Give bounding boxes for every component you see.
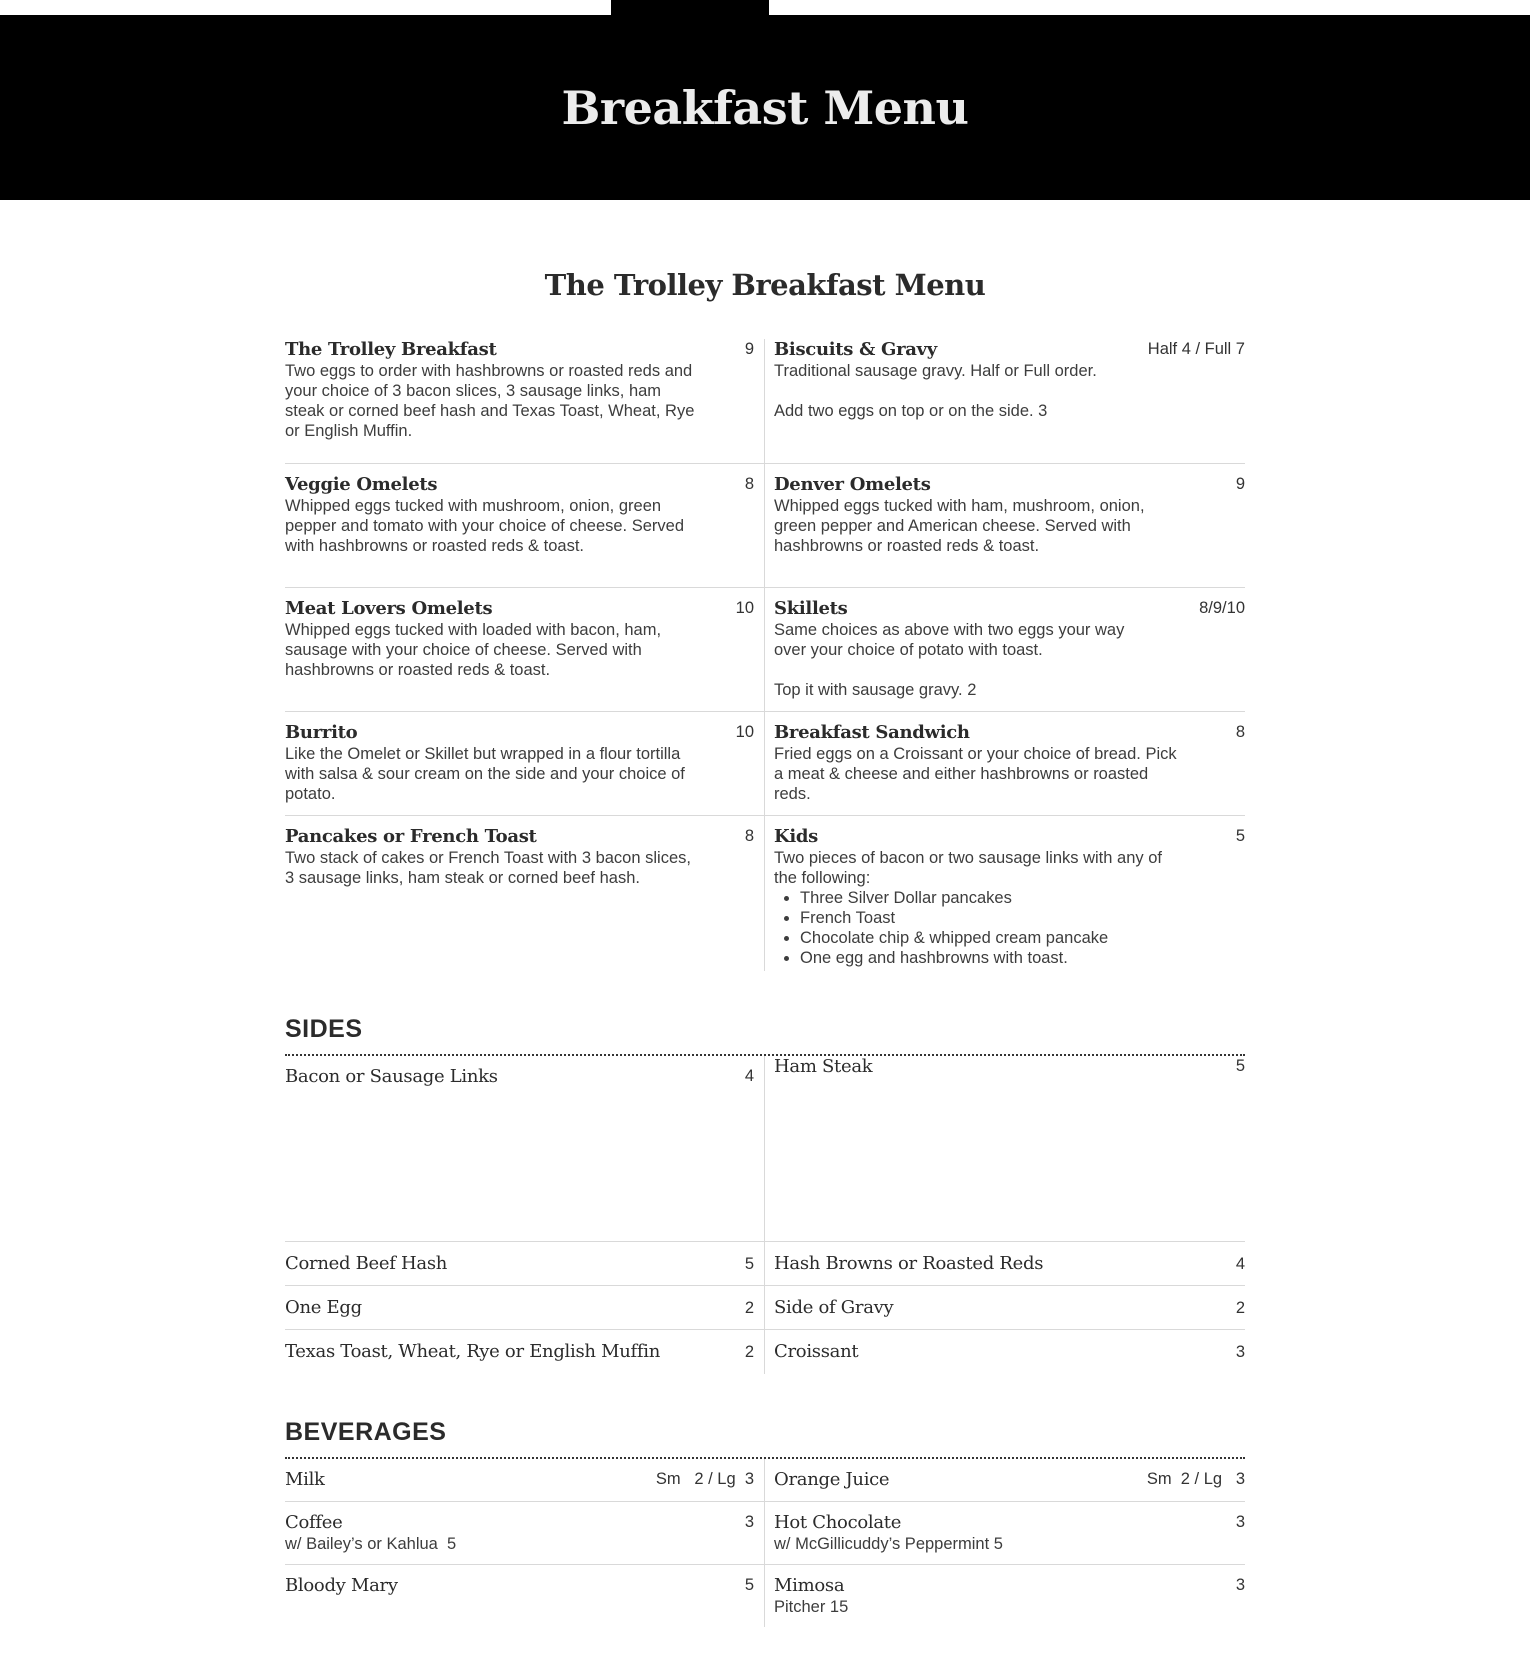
main-menu-grid <box>285 339 1245 971</box>
menu-item-name: Burrito <box>285 722 358 743</box>
beverages-right-column <box>765 1459 1245 1627</box>
menu-item <box>285 588 764 712</box>
side-item-name: Side of Gravy <box>774 1296 894 1318</box>
menu-item-name: Biscuits & Gravy <box>774 339 937 360</box>
list-item: • One egg and hashbrowns with toast. <box>800 948 1186 968</box>
menu-item-name: Breakfast Sandwich <box>774 722 970 743</box>
side-item-price: 2 <box>744 1343 754 1361</box>
menu-item-price: Half 4 / Full 7 <box>1147 340 1245 358</box>
menu-item-extra: Top it with sausage gravy. 2 <box>774 681 977 699</box>
menu-item <box>765 339 1245 464</box>
side-item <box>765 1330 1245 1374</box>
menu-item-description-text: Two pieces of bacon or two sausage links with any of the following: <box>774 849 1162 887</box>
menu-item-name: Meat Lovers Omelets <box>285 598 493 619</box>
menu-item <box>285 339 764 464</box>
side-item-name: Croissant <box>774 1341 859 1362</box>
side-item <box>765 1242 1245 1286</box>
side-item-price: 4 <box>1235 1254 1245 1273</box>
beverage-item <box>285 1502 764 1565</box>
menu-item <box>765 464 1245 588</box>
side-item-name: Hash Browns or Roasted Reds <box>774 1252 1044 1274</box>
menu-item <box>765 712 1245 816</box>
beverage-price: 5 <box>744 1576 754 1594</box>
list-item: • Chocolate chip & whipped cream pancake <box>800 928 1186 948</box>
beverage-subtext: Pitcher 15 <box>774 1598 849 1616</box>
side-item <box>285 1056 764 1242</box>
beverage-name: Mimosa <box>774 1575 845 1596</box>
side-item-price: 3 <box>1235 1343 1245 1361</box>
menu-title: The Trolley Breakfast Menu <box>544 268 986 302</box>
beverages-heading: BEVERAGES <box>285 1418 1245 1459</box>
beverage-price: 3 <box>744 1513 754 1531</box>
top-tab-decoration <box>611 0 769 16</box>
menu-item-price: 8 <box>744 475 754 493</box>
beverages-grid <box>285 1459 1245 1627</box>
side-item <box>285 1286 764 1330</box>
side-item <box>285 1242 764 1286</box>
side-item-price: 5 <box>1235 1057 1245 1075</box>
beverage-price: 3 <box>1235 1576 1245 1594</box>
menu-item-description: Whipped eggs tucked with loaded with bacon, ham, sausage with your choice of cheese. Served with hashbrowns or roasted reds & toast. <box>285 621 662 679</box>
beverage-item <box>285 1565 764 1607</box>
menu-item-description: Same choices as above with two eggs your way over your choice of potato with toast. <box>774 621 1125 659</box>
beverage-item <box>765 1502 1245 1565</box>
menu-item-description: Two eggs to order with hashbrowns or roasted reds and your choice of 3 bacon slices, 3 sausage links, ham steak or corned beef hash and Texas Toast, Wheat, Rye or English Muffin. <box>285 362 695 440</box>
beverage-subtext: w/ McGillicuddy’s Peppermint 5 <box>774 1535 1003 1553</box>
beverage-name: Orange Juice <box>774 1469 890 1490</box>
menu-item-price: 9 <box>1235 475 1245 493</box>
beverage-item <box>765 1565 1245 1627</box>
menu-item-description <box>774 848 1186 968</box>
side-item-name: Corned Beef Hash <box>285 1252 448 1274</box>
kids-options-list <box>800 888 1186 968</box>
menu-item-description: Traditional sausage gravy. Half or Full order. <box>774 362 1097 380</box>
beverage-price: Sm 2 / Lg 3 <box>655 1470 754 1488</box>
menu-item-price: 9 <box>744 340 754 358</box>
menu-item-name: Veggie Omelets <box>285 474 438 495</box>
side-item-name: One Egg <box>285 1296 362 1318</box>
menu-item-name: Denver Omelets <box>774 474 931 495</box>
beverage-item <box>765 1459 1245 1502</box>
sides-heading: SIDES <box>285 1015 1245 1056</box>
banner-title: Breakfast Menu <box>561 80 969 135</box>
beverage-subtext: w/ Bailey’s or Kahlua 5 <box>285 1535 457 1553</box>
side-item-name: Ham Steak <box>774 1056 873 1077</box>
side-item-name: Texas Toast, Wheat, Rye or English Muffin <box>285 1341 661 1362</box>
list-item: • French Toast <box>800 908 1186 928</box>
list-item: • Three Silver Dollar pancakes <box>800 888 1186 908</box>
menu-item-name: Kids <box>774 826 819 847</box>
beverage-name: Coffee <box>285 1512 343 1533</box>
side-item-price: 5 <box>744 1254 754 1273</box>
main-menu-right-column <box>765 339 1245 971</box>
side-item-price: 4 <box>744 1067 754 1085</box>
menu-item-description: Two stack of cakes or French Toast with 3 bacon slices, 3 sausage links, ham steak or corned beef hash. <box>285 849 691 887</box>
side-item <box>765 1056 1245 1242</box>
side-item <box>285 1330 764 1374</box>
side-item-price: 2 <box>1235 1298 1245 1317</box>
menu-item-price: 10 <box>735 723 754 741</box>
sides-grid <box>285 1056 1245 1374</box>
menu-item-description: Like the Omelet or Skillet but wrapped in a flour tortilla with salsa & sour cream on the side and your choice of potato. <box>285 745 685 803</box>
menu-item-description: Whipped eggs tucked with mushroom, onion, green pepper and tomato with your choice of cheese. Served with hashbrowns or roasted reds & toast. <box>285 497 684 555</box>
menu-item-price: 8 <box>744 827 754 845</box>
menu-item-name: The Trolley Breakfast <box>285 339 497 360</box>
menu-item <box>765 588 1245 712</box>
beverage-price: Sm 2 / Lg 3 <box>1146 1470 1245 1488</box>
menu-item-price: 8/9/10 <box>1199 599 1245 617</box>
menu-item-description: Whipped eggs tucked with ham, mushroom, onion, green pepper and American cheese. Served with hashbrowns or roasted reds & toast. <box>774 497 1145 555</box>
beverage-name: Milk <box>285 1469 325 1490</box>
menu-item-name: Skillets <box>774 598 848 619</box>
main-menu-left-column <box>285 339 765 971</box>
menu-item-price: 10 <box>735 599 754 617</box>
beverage-name: Bloody Mary <box>285 1575 398 1596</box>
sides-left-column <box>285 1056 765 1374</box>
beverage-item <box>285 1459 764 1502</box>
banner <box>0 15 1530 200</box>
menu-item <box>285 464 764 588</box>
menu-item <box>285 712 764 816</box>
sides-right-column <box>765 1056 1245 1374</box>
menu-item <box>765 816 1245 971</box>
menu-item-name: Pancakes or French Toast <box>285 826 537 847</box>
beverages-left-column <box>285 1459 765 1627</box>
menu-content <box>285 255 1245 1627</box>
menu-item-price: 5 <box>1235 827 1245 845</box>
beverage-name: Hot Chocolate <box>774 1512 902 1533</box>
menu-item <box>285 816 764 971</box>
menu-item-price: 8 <box>1235 723 1245 741</box>
menu-item-extra: Add two eggs on top or on the side. 3 <box>774 402 1048 420</box>
menu-item-description: Fried eggs on a Croissant or your choice of bread. Pick a meat & cheese and either hashbrowns or roasted reds. <box>774 745 1177 803</box>
side-item-price: 2 <box>744 1298 754 1317</box>
beverage-price: 3 <box>1235 1513 1245 1531</box>
side-item-name: Bacon or Sausage Links <box>285 1066 498 1087</box>
side-item <box>765 1286 1245 1330</box>
